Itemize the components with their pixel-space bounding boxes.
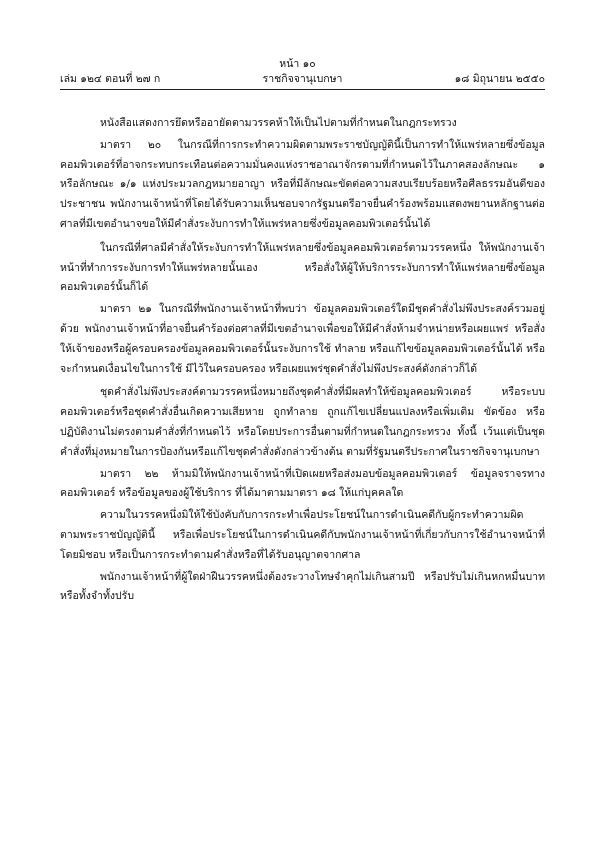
- document-body: [60, 114, 545, 609]
- paragraph-section-22-exception: ความในวรรคหนึ่งมิให้ใช้บังคับกับการกระทำเพื่อประโยชน์ในการดำเนินคดีกับผู้กระทำความผิดตามพระราชบัญญัตินี้ หรือเพื่อประโยชน์ในการดำเนินคดีกับพนักงานเจ้าหน้าที่เกี่ยวกับการใช้อำนาจหน้าที่โดยมิชอบ หรือเป็นการกระทำตามคำสั่งหรือที่ได้รับอนุญาตจากศาล: [60, 509, 545, 561]
- publication-date: ๑๘ มิถุนายน ๒๕๕๐: [454, 73, 545, 85]
- page-number: หน้า ๑๐: [279, 58, 316, 70]
- volume-issue: เล่ม ๑๒๔ ตอนที่ ๒๗ ก: [60, 73, 161, 85]
- running-header: [60, 72, 545, 86]
- paragraph-seizure-form: หนังสือแสดงการยึดหรืออายัดตามวรรคห้าให้เป็นไปตามที่กำหนดในกฎกระทรวง: [100, 117, 457, 129]
- paragraph-section-22: มาตรา ๒๒ ห้ามมิให้พนักงานเจ้าหน้าที่เปิดเผยหรือส่งมอบข้อมูลคอมพิวเตอร์ ข้อมูลจราจรทางคอมพิวเตอร์ หรือข้อมูลของผู้ใช้บริการ ที่ได้มาตามมาตรา ๑๘ ให้แก่บุคคลใด: [60, 467, 545, 500]
- paragraph-section-20: มาตรา ๒๐ ในกรณีที่การกระทำความผิดตามพระราชบัญญัตินี้เป็นการทำให้แพร่หลายซึ่งข้อมูลคอมพิวเตอร์ที่อาจกระทบกระเทือนต่อความมั่นคงแห่งราชอาณาจักรตามที่กำหนดไว้ในภาคสองลักษณะ ๑ หรือลักษณะ ๑/๑ แห่งประมวลกฎหมายอาญา หรือที่มีลักษณะขัดต่อความสงบเรียบร้อยหรือศีลธรรมอันดีของประชาชน พนักงานเจ้าหน้าที่โดยได้รับความเห็นชอบจากรัฐมนตรีอาจยื่นคำร้องพร้อมแสดงพยานหลักฐานต่อศาลที่มีเขตอำนาจขอให้มีคำสั่งระงับการทำให้แพร่หลายซึ่งข้อมูลคอมพิวเตอร์นั้นได้: [60, 138, 545, 230]
- paragraph-section-21: มาตรา ๒๑ ในกรณีที่พนักงานเจ้าหน้าที่พบว่า ข้อมูลคอมพิวเตอร์ใดมีชุดคำสั่งไม่พึงประสงค์รวมอยู่ด้วย พนักงานเจ้าหน้าที่อาจยื่นคำร้องต่อศาลที่มีเขตอำนาจเพื่อขอให้มีคำสั่งห้ามจำหน่ายหรือเผยแพร่ หรือสั่งให้เจ้าของหรือผู้ครอบครองข้อมูลคอมพิวเตอร์นั้นระงับการใช้ ทำลาย หรือแก้ไขข้อมูลคอมพิวเตอร์นั้นได้ หรือจะกำหนดเงื่อนไขในการใช้ มีไว้ในครอบครอง หรือเผยแพร่ชุดคำสั่งไม่พึงประสงค์ดังกล่าวก็ได้: [60, 303, 545, 375]
- header-divider: [60, 89, 545, 90]
- paragraph-section-21-definition: ชุดคำสั่งไม่พึงประสงค์ตามวรรคหนึ่งหมายถึงชุดคำสั่งที่มีผลทำให้ข้อมูลคอมพิวเตอร์ หรือระบบคอมพิวเตอร์หรือชุดคำสั่งอื่นเกิดความเสียหาย ถูกทำลาย ถูกแก้ไขเปลี่ยนแปลงหรือเพิ่มเติม ขัดข้อง หรือปฏิบัติงานไม่ตรงตามคำสั่งที่กำหนดไว้ หรือโดยประการอื่นตามที่กำหนดในกฎกระทรวง ทั้งนี้ เว้นแต่เป็นชุดคำสั่งที่มุ่งหมายในการป้องกันหรือแก้ไขชุดคำสั่งดังกล่าวข้างต้น ตามที่รัฐมนตรีประกาศในราชกิจจานุเบกษา: [60, 386, 545, 458]
- gazette-name: ราชกิจจานุเบกษา: [262, 73, 343, 85]
- paragraph-section-22-penalty: พนักงานเจ้าหน้าที่ผู้ใดฝ่าฝืนวรรคหนึ่งต้องระวางโทษจำคุกไม่เกินสามปี หรือปรับไม่เกินหกหมื่นบาท หรือทั้งจำทั้งปรับ: [60, 570, 545, 603]
- paragraph-section-20-court-order: ในกรณีที่ศาลมีคำสั่งให้ระงับการทำให้แพร่หลายซึ่งข้อมูลคอมพิวเตอร์ตามวรรคหนึ่ง ให้พนักงานเจ้าหน้าที่ทำการระงับการทำให้แพร่หลายนั้นเอง หรือสั่งให้ผู้ให้บริการระงับการทำให้แพร่หลายซึ่งข้อมูลคอมพิวเตอร์นั้นก็ได้: [60, 241, 545, 294]
